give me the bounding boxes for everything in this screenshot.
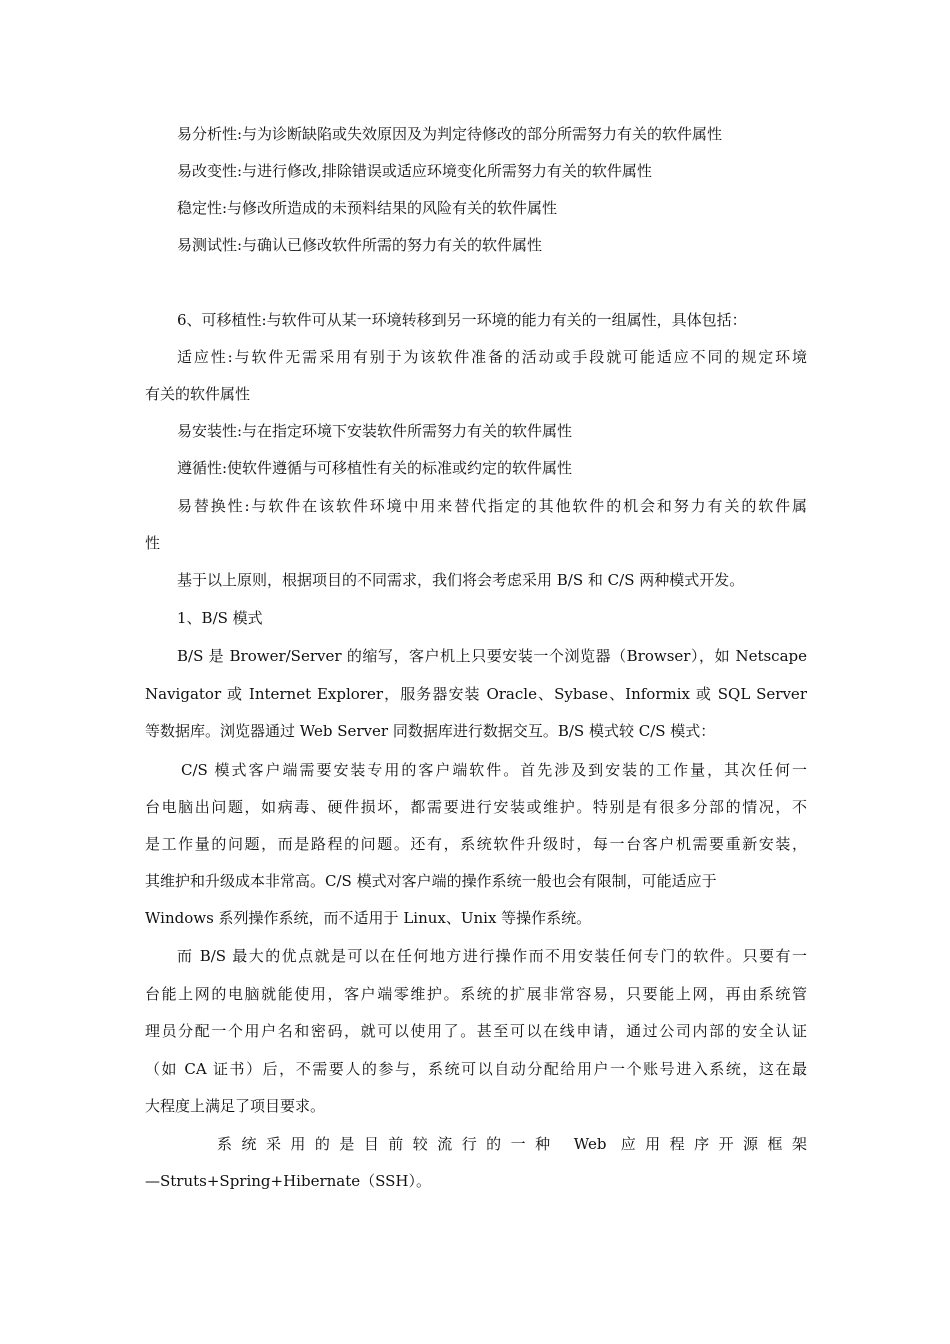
text-line: 性	[145, 534, 161, 552]
text-line: 系统采用的是目前较流行的一种 Web 应用程序开源框架	[217, 1135, 807, 1153]
text-line: （如 CA 证书）后，不需要人的参与，系统可以自动分配给用户一个账号进入系统，这在最	[145, 1060, 807, 1078]
text-line: 其维护和升级成本非常高。C/S 模式对客户端的操作系统一般也会有限制，可能适应于	[145, 872, 717, 890]
text-line: 易替换性:与软件在该软件环境中用来替代指定的其他软件的机会和努力有关的软件属	[177, 497, 807, 515]
text-line: 易测试性:与确认已修改软件所需的努力有关的软件属性	[177, 236, 543, 254]
text-line: 大程度上满足了项目要求。	[145, 1097, 326, 1115]
text-line: 理员分配一个用户名和密码，就可以使用了。甚至可以在线申请，通过公司内部的安全认证	[145, 1022, 807, 1040]
text-line: C/S 模式客户端需要安装专用的客户端软件。首先涉及到安装的工作量，其次任何一	[181, 761, 807, 779]
document-page	[145, 0, 807, 1344]
text-line: 而 B/S 最大的优点就是可以在任何地方进行操作而不用安装任何专门的软件。只要有一	[177, 947, 807, 965]
text-line: 适应性:与软件无需采用有别于为该软件准备的活动或手段就可能适应不同的规定环境	[177, 348, 807, 366]
text-line: 易安装性:与在指定环境下安装软件所需努力有关的软件属性	[177, 422, 573, 440]
text-line: 是工作量的问题，而是路程的问题。还有，系统软件升级时，每一台客户机需要重新安装，	[145, 835, 807, 853]
text-line: Windows 系列操作系统，而不适用于 Linux、Unix 等操作系统。	[145, 909, 592, 927]
text-line: 6、可移植性:与软件可从某一环境转移到另一环境的能力有关的一组属性，具体包括：	[177, 311, 747, 329]
text-line: B/S 是 Brower/Server 的缩写，客户机上只要安装一个浏览器（Browser），如 Netscape	[177, 647, 807, 665]
text-line: 有关的软件属性	[145, 385, 251, 403]
text-line: —Struts+Spring+Hibernate（SSH）。	[145, 1172, 432, 1190]
text-line: 基于以上原则，根据项目的不同需求，我们将会考虑采用 B/S 和 C/S 两种模式开发。	[177, 571, 745, 589]
text-line: 遵循性:使软件遵循与可移植性有关的标准或约定的软件属性	[177, 459, 573, 477]
text-line: 台能上网的电脑就能使用，客户端零维护。系统的扩展非常容易，只要能上网，再由系统管	[145, 985, 807, 1003]
text-line: 台电脑出问题，如病毒、硬件损坏，都需要进行安装或维护。特别是有很多分部的情况，不	[145, 798, 807, 816]
text-line: 易分析性:与为诊断缺陷或失效原因及为判定待修改的部分所需努力有关的软件属性	[177, 125, 723, 143]
text-line: 易改变性:与进行修改,排除错误或适应环境变化所需努力有关的软件属性	[177, 162, 652, 180]
text-line: 1、B/S 模式	[177, 609, 263, 627]
text-line: 等数据库。浏览器通过 Web Server 同数据库进行数据交互。B/S 模式较 C/S 模式：	[145, 722, 716, 740]
text-line: 稳定性:与修改所造成的未预料结果的风险有关的软件属性	[177, 199, 558, 217]
text-line: Navigator 或 Internet Explorer，服务器安装 Oracle、Sybase、Informix 或 SQL Server	[145, 685, 807, 703]
